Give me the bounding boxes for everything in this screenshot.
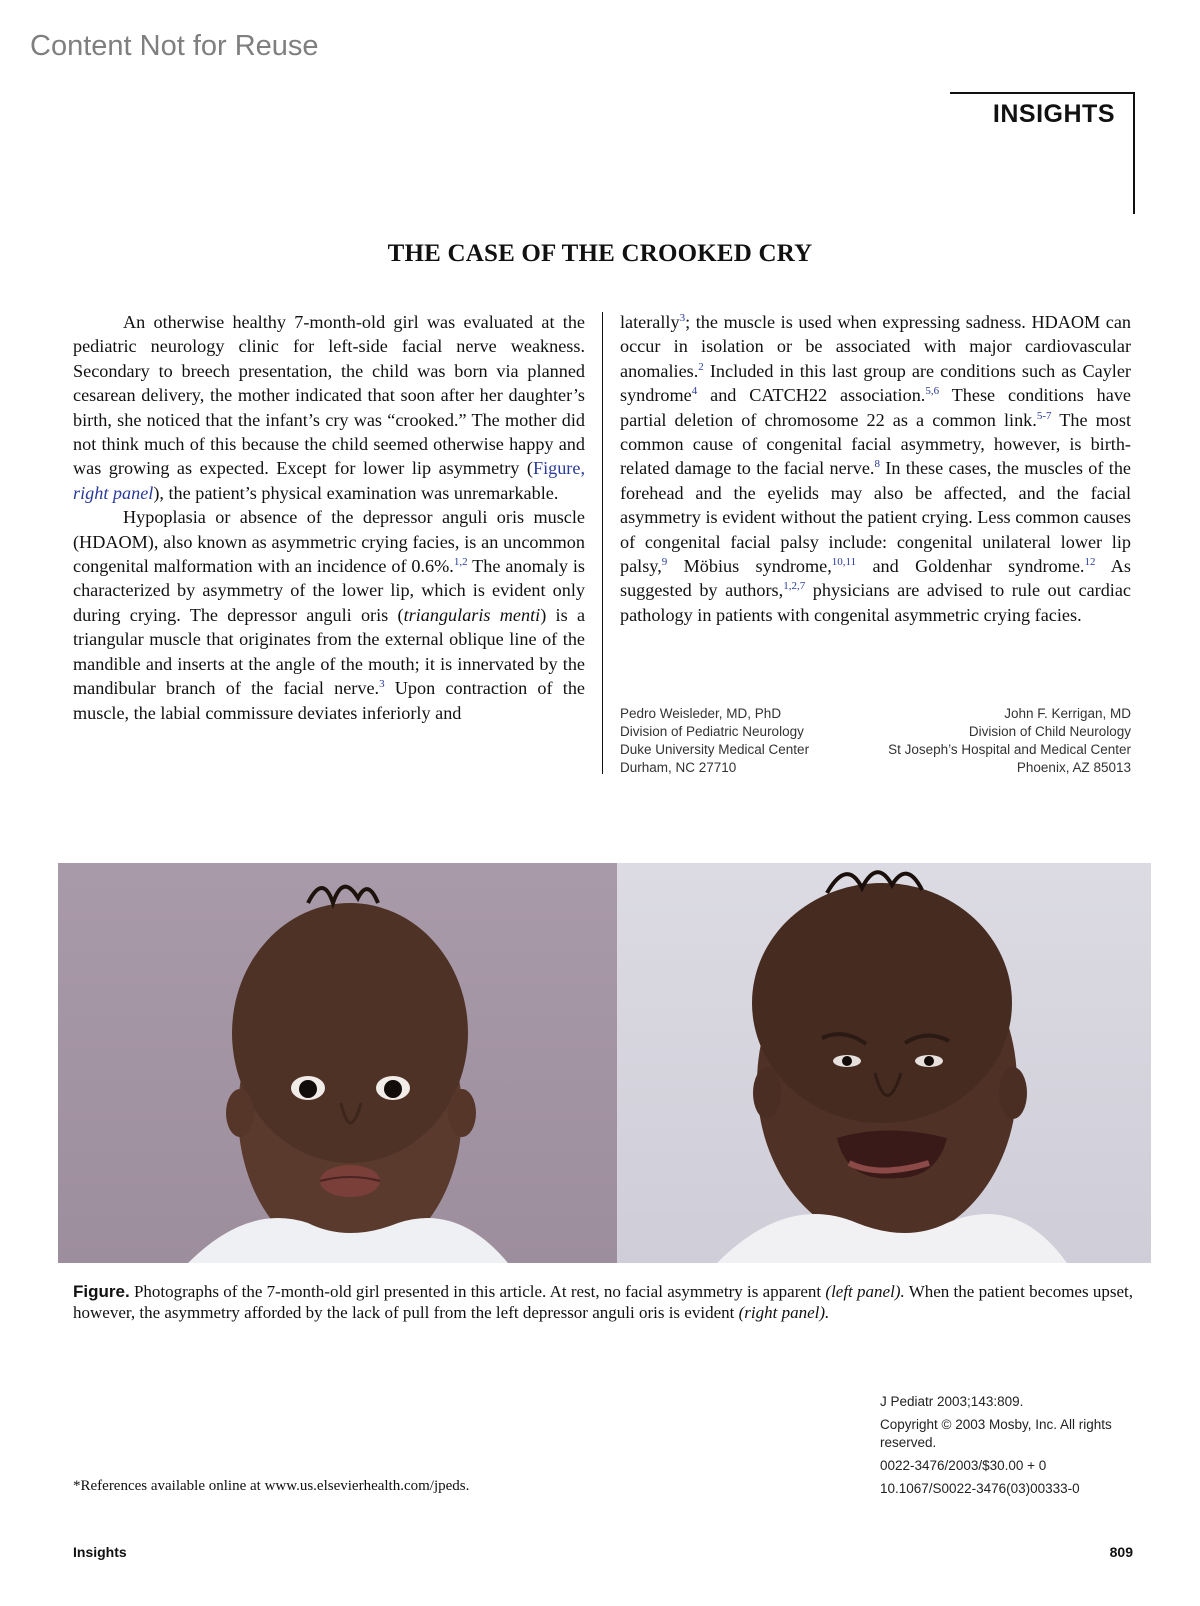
caption-label: Figure. <box>73 1282 130 1301</box>
right-panel-link[interactable]: right panel <box>73 482 154 503</box>
author-block <box>888 705 1131 777</box>
references-note: *References available online at www.us.elsevierhealth.com/jpeds. <box>73 1478 470 1494</box>
reference-link[interactable]: 3 <box>679 311 686 324</box>
reference-link[interactable]: 3 <box>379 678 385 691</box>
author-location: Phoenix, AZ 85013 <box>1016 760 1131 775</box>
figure-photographs <box>58 863 1151 1263</box>
copyright-notice: Copyright © 2003 Mosby, Inc. All rights reserved. <box>880 1417 1112 1450</box>
section-header-box <box>950 92 1135 214</box>
paragraph-3: laterally$^3$; the muscle is used when expressing sadness. HDAOM can occur in isolation or be associated with major cardiovascular anomalies.$^2$ Included in this last group are conditions such as Cayler syndrome$^4$ and CATCH22 association.$^{5,6}$ These conditions have partial deletion of chromosome 22 as a common link.$^{5-7}$ The most common cause of congenital facial asymmetry, however, is birth-related damage to the facial nerve.$^8$ In these cases, the muscles of the forehead and the eyelids may also be affected, and the facial asymmetry is evident without the patient crying. Less common causes of congenital facial palsy include: congenital unilateral lower lip palsy,$^9$ Möbius syndrome,$^{10,11}$ and Goldenhar syndrome.$^{12}$ As suggested by authors,$^{1,2,7}$ physicians are advised to rule out cardiac pathology in patients with congenital asymmetric crying facies. <box>620 311 1132 625</box>
reference-link[interactable]: 5,6 <box>925 385 940 398</box>
reference-link[interactable]: 4 <box>691 385 698 398</box>
author-name: John F. Kerrigan, MD <box>1004 706 1131 721</box>
author-block <box>620 705 809 777</box>
reference-link[interactable]: 5-7 <box>1036 409 1052 422</box>
reference-link[interactable]: 12 <box>1084 556 1096 568</box>
citation-block <box>880 1393 1135 1503</box>
reference-link[interactable]: 9 <box>661 556 668 568</box>
figure-link[interactable]: Figure, <box>532 458 585 479</box>
paragraph-2: Hypoplasia or absence of the depressor anguli oris muscle (HDAOM), also known as asymmetric crying facies, is an uncommon congenital malformation with an incidence of 0.6%.$^{1,2}$ The anomaly is characterized by asymmetry of the lower lip, which is evident only during crying. The depressor anguli oris (triangularis menti) is a triangular muscle that originates from the external oblique line of the mandible and inserts at the angle of the mouth; it is innervated by the mandibular branch of the facial nerve.$^3$ Upon contraction of the muscle, the labial commissure deviates inferiorly and <box>73 507 586 723</box>
price-code: 0022-3476/2003/$30.00 + 0 <box>880 1458 1047 1473</box>
author-location: Durham, NC 27710 <box>620 760 737 775</box>
paragraph-1: An otherwise healthy 7-month-old girl was evaluated at the pediatric neurology clinic for left-side facial nerve weakness. Secondary to breech presentation, the child was born via planned cesarean delivery, the mother indicated that soon after her daughter’s birth, she noticed that the infant’s cry was “crooked.” The mother did not think much of this because the child seemed otherwise happy and was growing as expected. Except for lower lip asymmetry (Figure, right panel), the patient’s physical examination was unremarkable. <box>73 312 585 503</box>
author-division: Division of Pediatric Neurology <box>620 724 804 739</box>
page-number: 809 <box>1109 1544 1133 1560</box>
reference-link[interactable]: 8 <box>874 458 880 471</box>
reference-link[interactable]: 10,11 <box>831 556 857 568</box>
author-institution: St Joseph’s Hospital and Medical Center <box>888 742 1131 757</box>
watermark: Content Not for Reuse <box>30 30 319 62</box>
reference-link[interactable]: 2 <box>698 360 704 373</box>
footer-section: Insights <box>73 1544 127 1560</box>
infant-at-rest-illustration <box>58 863 617 1263</box>
photo-crying <box>617 863 1151 1263</box>
infant-crying-illustration <box>617 863 1151 1263</box>
photo-at-rest <box>58 863 617 1263</box>
section-label: INSIGHTS <box>992 100 1115 128</box>
author-institution: Duke University Medical Center <box>620 742 810 757</box>
author-name: Pedro Weisleder, MD, PhD <box>620 706 782 721</box>
reference-link[interactable]: 1,2,7 <box>783 580 806 593</box>
doi[interactable]: 10.1067/S0022-3476(03)00333-0 <box>880 1481 1080 1496</box>
column-divider <box>602 312 603 774</box>
right-column <box>620 310 1131 627</box>
reference-link[interactable]: 1,2 <box>453 556 468 568</box>
author-division: Division of Child Neurology <box>968 724 1131 739</box>
article-title: THE CASE OF THE CROOKED CRY <box>387 240 813 267</box>
journal-reference: J Pediatr 2003;143:809. <box>880 1394 1024 1409</box>
left-column <box>73 310 585 725</box>
figure-caption: Figure. Photographs of the 7-month-old girl presented in this article. At rest, no facial asymmetry is apparent (left panel). When the patient becomes upset, however, the asymmetry afforded by the lack of pull from the left depressor anguli oris is evident (right panel). <box>73 1282 1133 1322</box>
